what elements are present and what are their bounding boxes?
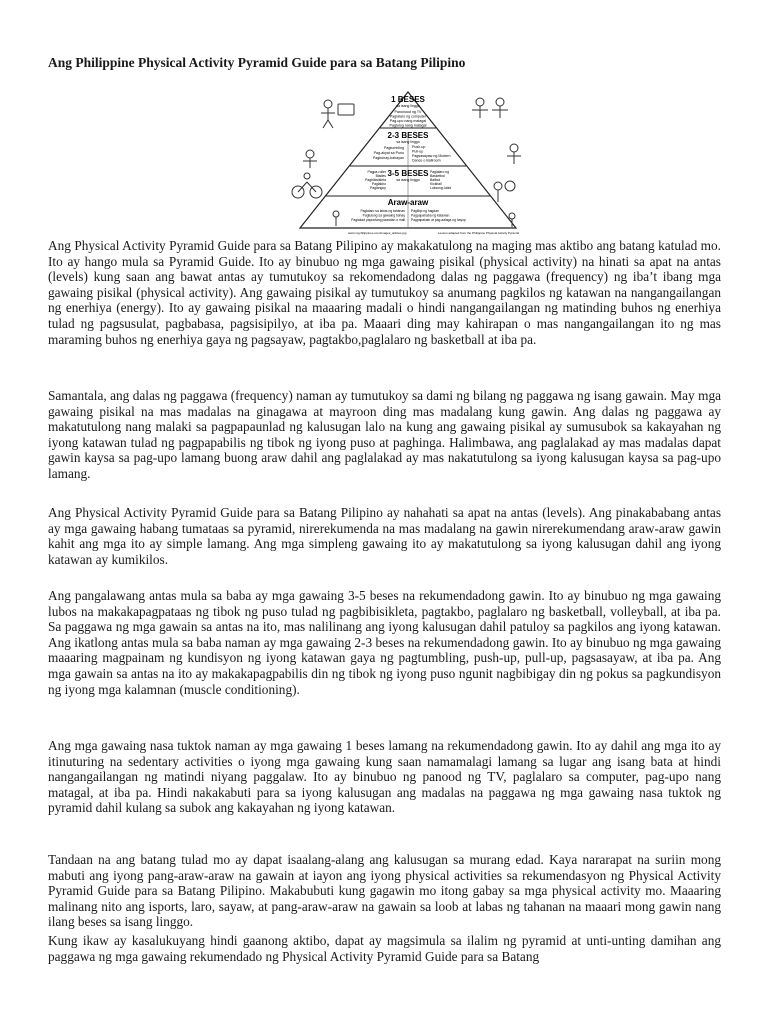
level2-item-right: Pagsasayaw ng Modern (412, 154, 451, 158)
level3-heading: 3-5 BESES (387, 169, 429, 178)
level2-sub: sa isang linggo (396, 140, 420, 144)
body-paragraph: Ang mga gawaing nasa tuktok naman ay mga gawaing 1 beses lamang na rekumendadong gawin. Ito ay dahil ang mga ito ay itinuturing na sedentary activities o iyong mga gawaing kung saan namamalagi lamang sa lugar ang isang bata at hindi nangangailangan ng matindi niyang paggalaw. Ito ay binubuo ng panood ng TV, paglalaro sa computer, pag-upo nang matagal, at iba pa. Hindi nakakabuti para sa iyong kalusugan ang madalas na paggawa ng mga gawaing nasa tuktok ng pyramid dahil kulang sa subok ang kakayahan ng iyong katawan. (48, 738, 721, 816)
level2-item-left: Pagtumbling (384, 146, 404, 150)
level3-item-left: Pagbibisikleta (365, 178, 386, 182)
level3-item-right: Luksong-lubid (430, 186, 452, 190)
level3-sub: sa isang linggo (396, 178, 420, 182)
level1-sub: sa isang linggo (396, 104, 420, 108)
document-title: Ang Philippine Physical Activity Pyramid Guide para sa Batang Pilipino (48, 55, 466, 70)
level3-item-right: Basketbol (430, 174, 445, 178)
level1-item: Pagtulog nang matagal (389, 123, 427, 128)
level4-item-left: Pagtulong sa gawaing bahay (362, 213, 405, 218)
level2-item-left: Pagbuhay-bahayan (372, 156, 404, 160)
level2-item-right: Dance o Ballroom (412, 158, 441, 163)
level4-item-left: Paglakad papuntang paaralan o mall (351, 218, 405, 222)
level4-item-right: Paglilipi ng hagdan (411, 209, 439, 213)
credit-line: Lesson adapted from the Philippine Physical Activity Pyramid (438, 231, 520, 235)
level2-item-right: Pull-up (412, 149, 424, 154)
source-line: www.myphilippines.com/images_articles.jpg (348, 231, 407, 235)
level1-heading: 1 BESES (391, 95, 425, 104)
level1-item: Pag-upo nang matagal (389, 119, 427, 123)
level2-item-left: Pag-akyat sa Puno (373, 151, 404, 155)
body-paragraph: Kung ikaw ay kasalukuyang hindi gaanong aktibo, dapat ay magsimula sa ilalim ng pyramid at unti-unting damihan ang paggawa ng mga gawaing rekumendado ng Physical Activity Pyramid Guide para sa Batang (48, 933, 721, 964)
level1-item: Paglalaro ng computer (389, 114, 427, 119)
level1-item: Panonood ng TV (394, 110, 422, 114)
body-paragraph: Tandaan na ang batang tulad mo ay dapat isaalang-alang ang kalusugan sa murang edad. Kaya nararapat na suriin mong mabuti ang iyong pang-araw-araw na gawain at iayon ang iyong physical activities sa rekumendasyon ng Physical Activity Pyramid Guide para sa Batang Pilipino. Makabubuti kung gagawin mo itong gabay sa mga physical activity mo. Maaaring malinang nito ang isports, laro, sayaw, at pang-araw-araw na gawain sa loob at labas ng tahanan na maaari mong gawin nang ilang beses sa isang linggo. (48, 852, 721, 930)
level3-item-right: Paglalaro ng (430, 170, 450, 174)
level4-item-right: Pagpapahaba ng katawan (411, 213, 450, 218)
level4-item-left: Paglalaro sa labas ng tahanan (360, 209, 405, 213)
level4-item-right: Pagpapakain at pag-aalaga ng hayop (411, 218, 466, 222)
level3-item-left: Pagpa-roller (367, 170, 386, 174)
level2-heading: 2-3 BESES (387, 131, 429, 140)
level3-item-left: Paglangoy (369, 186, 386, 190)
body-paragraph: Samantala, ang dalas ng paggawa (frequency) naman ay tumutukoy sa dami ng bilang ng paggawa ng isang gawain. May mga gawaing pisikal na mas madalas na ginagawa at mayroon ding mas madalang kung gawin. Ang dalas ng paggawa ay makatutulong nang malaki sa pagpapaunlad ng kalusugan lalo na kung ang gawaing pisikal ay sumusubok sa kakayahan ng iyong katawan tulad ng pagpapabilis ng tibok ng iyong puso at paghinga. Halimbawa, ang paglalakad ay mas madalas dapat gawin kaysa sa pag-upo lamang buong araw dahil ang paglalakad ay mas nakatutulong sa iyong kalusugan kaysa sa pag-upo lamang. (48, 388, 721, 481)
level2-item-right: Push-up (412, 145, 426, 149)
pyramid-illustration (288, 88, 528, 236)
body-paragraph: Ang pangalawang antas mula sa baba ay mga gawaing 3-5 beses na rekumendadong gawin. Ito ay binubuo ng mga gawaing lubos na makakapagpataas ng tibok ng puso tulad ng pagbibisikleta, pagtakbo, paglalaro ng basketball, volleyball, at iba pa. Sa paggawa ng mga gawain sa antas na ito, mas nalilinang ang iyong kalusugan dahil patuloy sa pagkilos ang iyong katawan. Ang ikatlong antas mula sa baba naman ay mga gawaing 2-3 beses na rekumendadong gawin. Ito ay binubuo ng mga gawaing maaaring magpainam ng kundisyon ng iyong katawan gaya ng pagtumbling, push-up, pull-up, pagsasayaw, at iba pa. Ang mga gawain sa antas na ito ay makakapagpabilis din ng tibok ng iyong puso ngunit nagbibigay din ng pokus sa pagkundisyon ng iyong mga kalamnan (muscle conditioning). (48, 588, 721, 697)
body-paragraph: Ang Physical Activity Pyramid Guide para sa Batang Pilipino ay makakatulong na maging mas aktibo ang batang katulad mo. Ito ay hango mula sa Pyramid Guide. Ito ay binubuo ng mga gawaing pisikal (physical activity) na hinati sa apat na antas (levels) kung saan ang bawat antas ay tumutukoy sa rekomendadong dalas ng paggawa (frequency) ng iba’t ibang mga gawaing pisikal (physical activity). Ang gawaing pisikal ay tumutukoy sa anumang pagkilos ng katawan na nangangailangan ng enerhiya (energy). Ito ay gawaing pisikal na maaaring madali o hindi nangangailangan ng matinding buhos ng enerhiya tulad ng pagsusulat, pagbabasa, pagsisipilyo, at iba pa. Maaari ding may kahirapan o mas nangangailangan ito ng mas maraming buhos ng enerhiya gaya ng pagsayaw, pagtakbo,paglalaro ng basketball at iba pa. (48, 238, 721, 347)
level3-item-right: Kickball (430, 182, 442, 186)
level3-item-left: Blades (375, 174, 386, 178)
pyramid-figure (288, 88, 528, 236)
level4-heading: Araw-araw (387, 198, 429, 207)
body-paragraph: Ang Physical Activity Pyramid Guide para sa Batang Pilipino ay nahahati sa apat na antas (levels). Ang pinakababang antas ay mga gawaing habang tumataas sa pyramid, nirerekumenda na mas madalang na gawin nirerekumendang araw-araw gawin kahit ang mga ito ay simple lamang. Ang mga simpleng gawaing ito ay makatutulong sa iyong kalusugan dahil ang iyong katawan ay kumikilos. (48, 505, 721, 567)
level3-item-right: Balibol (430, 178, 441, 182)
level3-item-left: Paglakbo (371, 182, 386, 186)
